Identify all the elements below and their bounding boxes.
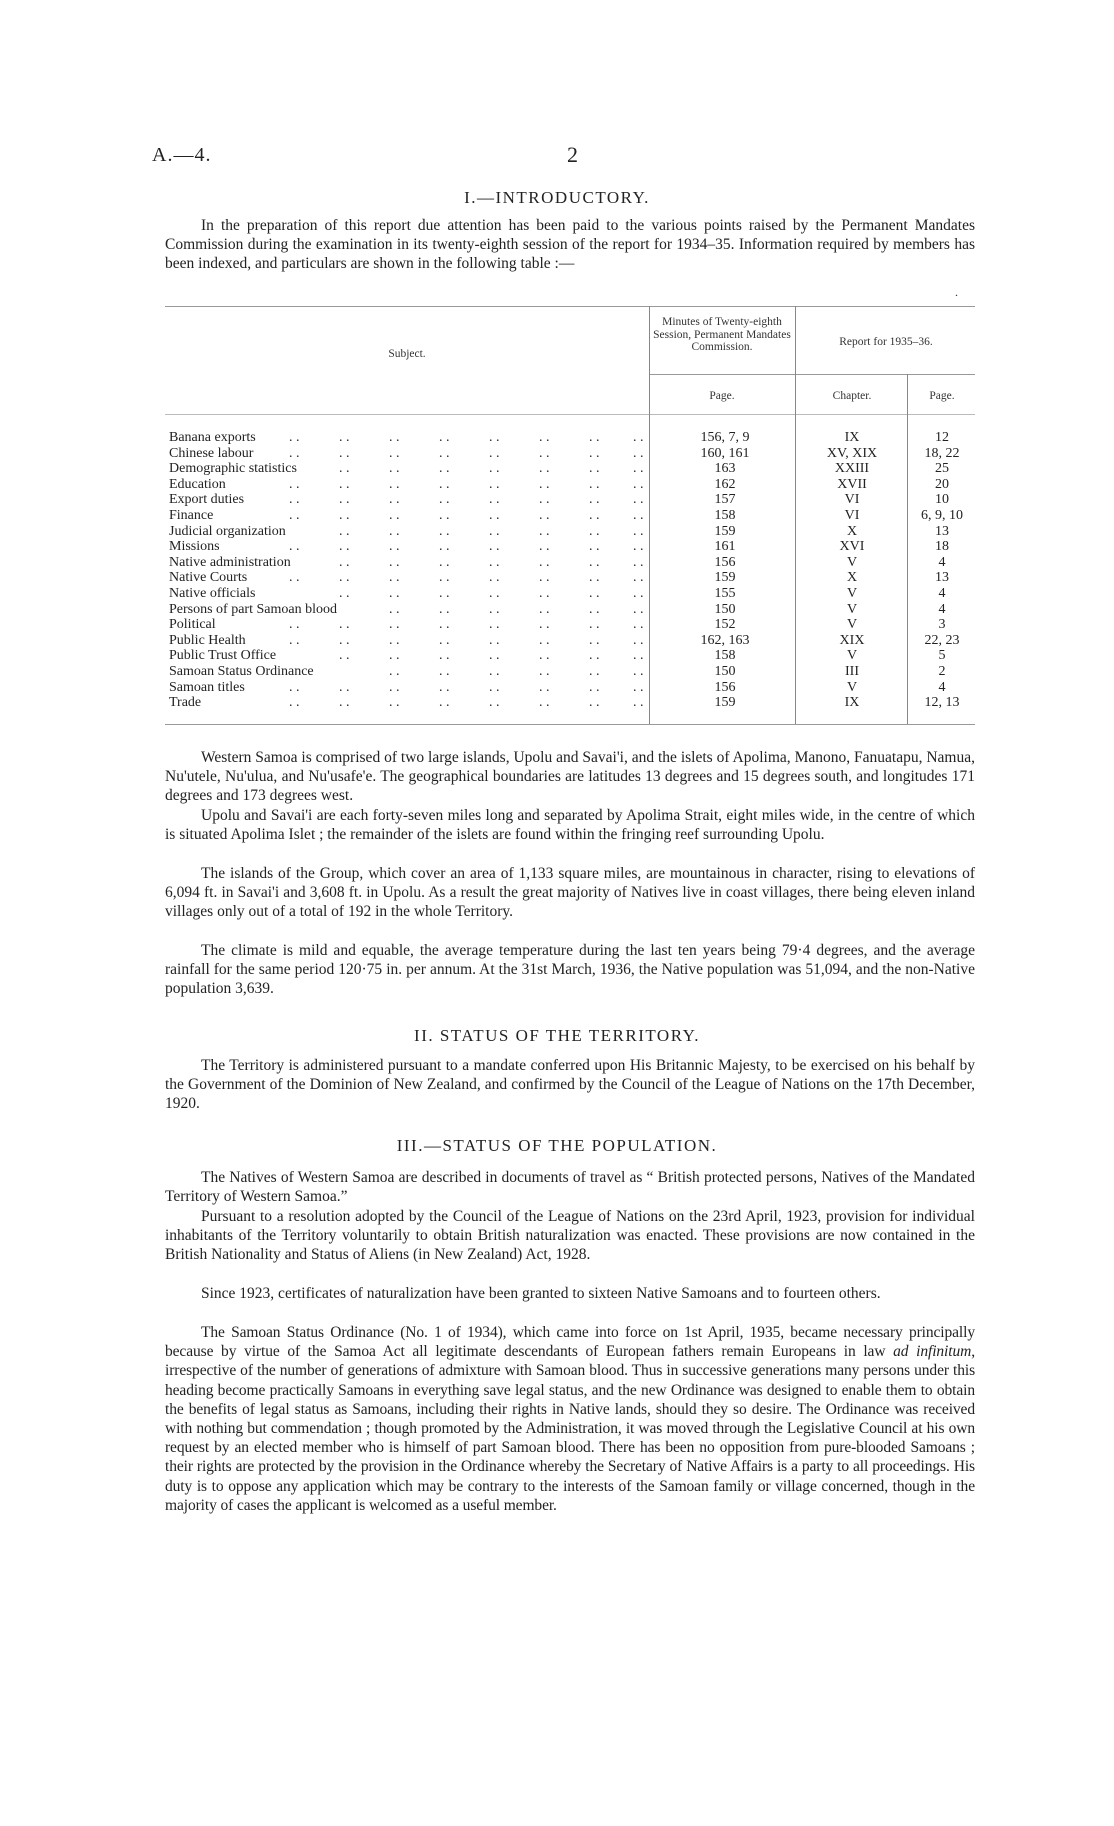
leader-dots: . .: [589, 445, 600, 461]
table-row: [165, 446, 975, 462]
leader-dots: . .: [289, 430, 300, 445]
leader-dots: . .: [589, 492, 600, 508]
leader-dots: . .: [389, 648, 400, 664]
leader-dots: . .: [339, 648, 350, 664]
leader-dots: . .: [539, 430, 550, 445]
row-subject: Public Trust Office: [169, 648, 277, 664]
header-report: Report for 1935–36.: [839, 336, 933, 348]
leader-dots: . .: [589, 617, 600, 633]
leader-dots: . .: [389, 554, 400, 570]
table-row: [165, 586, 975, 602]
row-chapter: XXIII: [834, 461, 870, 477]
italic-latin-phrase: ad infinitum: [893, 1343, 972, 1361]
ordinance-paragraph: The Samoan Status Ordinance (No. 1 of 1934), which came into force on 1st April, 1935, became necessary principally because by virtue of the Samoa Act all legitimate descendants of European fathers remain Europeans in law ad infinitum, irrespective of the number of generations of admixture with Samoan blood. Thus in successive generations many persons under this heading become practically Samoans in everything save legal status, and the new Ordinance was designed to enable them to obtain the benefits of legal status as Samoans, including their rights in Native lands, should they so desire. The Ordinance was received with nothing but commendation ; though promoted by the Administration, it was moved through the Legislative Council at his own request by an elected member who is himself of part Samoan blood. There has been no opposition from pure-blooded Samoans ; their rights are protected by the provision in the Ordinance whereby the Secretary of Native Affairs is a party to all proceedings. His duty is to oppose any application which may be contrary to the interests of the Samoan family or village concerned, though in the majority of cases the applicant is welcomed as a useful member.: [165, 1324, 975, 1514]
leader-dots: . .: [389, 695, 400, 711]
leader-dots: . .: [589, 430, 600, 445]
table-header-rule: [165, 414, 975, 415]
row-subject: Missions: [169, 539, 220, 555]
leader-dots: . .: [633, 508, 644, 523]
leader-dots: . .: [289, 632, 300, 648]
leader-dots: . .: [389, 539, 400, 555]
leader-dots: . .: [589, 601, 600, 617]
table-row: [165, 664, 975, 680]
leader-dots: . .: [633, 695, 644, 711]
leader-dots: . .: [539, 632, 550, 648]
leader-dots: . .: [633, 570, 644, 586]
row-minutes-page: 152: [714, 617, 736, 633]
row-report-page: 4: [938, 601, 946, 617]
intro-paragraph: [165, 216, 975, 274]
section-title-territory: II. STATUS OF THE TERRITORY.: [414, 1026, 700, 1045]
leader-dots: . .: [633, 617, 644, 633]
leader-dots: . .: [439, 445, 450, 461]
row-subject: Trade: [169, 695, 202, 711]
leader-dots: . .: [539, 445, 550, 461]
row-chapter: V: [846, 679, 858, 695]
row-minutes-page: 162, 163: [700, 632, 750, 648]
table-row: [165, 508, 975, 524]
leader-dots: . .: [489, 508, 500, 523]
leader-dots: . .: [339, 679, 350, 695]
row-subject: Public Health: [169, 632, 246, 648]
row-subject: Education: [169, 476, 226, 492]
leader-dots: . .: [539, 648, 550, 664]
geography-paragraph-3: The islands of the Group, which cover an area of 1,133 square miles, are mountainous in character, rising to elevations of 6,094 ft. in Savai'i and 3,608 ft. in Upolu. As a result the great majority of Natives live in coast villages, there being eleven inland villages only out of a total of 192 in the whole Territory.: [165, 865, 975, 921]
row-report-page: 2: [938, 664, 946, 679]
row-subject: Native administration: [169, 554, 291, 570]
leader-dots: . .: [489, 445, 500, 461]
leader-dots: . .: [389, 632, 400, 648]
header-chapter: Chapter.: [832, 390, 872, 402]
leader-dots: . .: [633, 492, 644, 508]
row-subject: Export duties: [169, 492, 245, 508]
row-subject: Persons of part Samoan blood: [169, 601, 337, 617]
table-row: [165, 461, 975, 477]
leader-dots: . .: [489, 617, 500, 633]
leader-dots: . .: [539, 664, 550, 679]
row-minutes-page: 156, 7, 9: [700, 430, 750, 445]
leader-dots: . .: [489, 570, 500, 586]
row-chapter: III: [845, 664, 859, 679]
leader-dots: . .: [339, 695, 350, 711]
leader-dots: . .: [339, 508, 350, 523]
table-row: [165, 430, 975, 446]
header-minutes: Minutes of Twenty-eighth Session, Permanent Mandates Commission.: [653, 316, 791, 353]
leader-dots: . .: [439, 601, 450, 617]
header-report-page: Page.: [929, 390, 955, 402]
leader-dots: . .: [489, 539, 500, 555]
leader-dots: . .: [439, 664, 450, 679]
intro-text: In the preparation of this report due attention has been paid to the various points raised by the Permanent Mandates Commission during the examination in its twenty-eighth session of the report for 1934–35. Information required by members has been indexed, and particulars are shown in the following table :—: [165, 217, 975, 273]
table-row: [165, 492, 975, 508]
leader-dots: . .: [389, 664, 400, 679]
row-subject: Demographic statistics: [169, 461, 297, 477]
leader-dots: . .: [589, 648, 600, 664]
table-row: [165, 648, 975, 664]
climate-paragraph: The climate is mild and equable, the average temperature during the last ten years being 79·4 degrees, and the average rainfall for the same period 120·75 in. per annum. At the 31st March, 1936, the Native population was 51,094, and the non-Native population 3,639.: [165, 942, 975, 998]
row-report-page: 13: [935, 523, 949, 539]
row-minutes-page: 163: [714, 461, 736, 477]
population-paragraph-3: Since 1923, certificates of naturalization have been granted to sixteen Native Samoans and to fourteen others.: [201, 1285, 881, 1302]
leader-dots: . .: [589, 523, 600, 539]
population-paragraph-1: The Natives of Western Samoa are described in documents of travel as “ British protected persons, Natives of the Mandated Territory of Western Samoa.”: [165, 1169, 975, 1206]
leader-dots: . .: [539, 601, 550, 617]
leader-dots: . .: [289, 445, 300, 461]
row-chapter: V: [846, 586, 858, 601]
row-minutes-page: 150: [714, 664, 736, 679]
leader-dots: . .: [633, 632, 644, 648]
leader-dots: . .: [289, 570, 300, 586]
leader-dots: . .: [339, 523, 350, 539]
leader-dots: . .: [339, 476, 350, 492]
leader-dots: . .: [439, 679, 450, 695]
row-minutes-page: 158: [714, 508, 736, 523]
leader-dots: . .: [339, 539, 350, 555]
leader-dots: . .: [289, 679, 300, 695]
row-report-page: 4: [938, 554, 946, 570]
leader-dots: . .: [489, 586, 500, 601]
leader-dots: . .: [633, 445, 644, 461]
row-chapter: VI: [844, 492, 860, 508]
leader-dots: . .: [439, 476, 450, 492]
leader-dots: . .: [439, 695, 450, 711]
leader-dots: . .: [589, 570, 600, 586]
table-row: [165, 555, 975, 571]
leader-dots: . .: [539, 695, 550, 711]
row-subject: Native Courts: [169, 570, 248, 586]
table-row: [165, 524, 975, 540]
territory-paragraph: The Territory is administered pursuant to a mandate conferred upon His Britannic Majesty, to be exercised on his behalf by the Government of the Dominion of New Zealand, and confirmed by the Council of the League of Nations on the 17th December, 1920.: [165, 1057, 975, 1113]
leader-dots: . .: [539, 508, 550, 523]
leader-dots: . .: [389, 617, 400, 633]
leader-dots: . .: [633, 523, 644, 539]
leader-dots: . .: [289, 492, 300, 508]
leader-dots: . .: [489, 601, 500, 617]
leader-dots: . .: [439, 539, 450, 555]
leader-dots: . .: [539, 554, 550, 570]
row-minutes-page: 158: [714, 648, 736, 664]
row-report-page: 25: [935, 461, 949, 477]
row-chapter: XV, XIX: [826, 445, 878, 461]
table-row: [165, 680, 975, 696]
leader-dots: . .: [389, 570, 400, 586]
table-row: [165, 539, 975, 555]
leader-dots: . .: [489, 648, 500, 664]
leader-dots: . .: [389, 508, 400, 523]
leader-dots: . .: [389, 523, 400, 539]
leader-dots: . .: [589, 461, 600, 477]
leader-dots: . .: [539, 539, 550, 555]
leader-dots: . .: [489, 695, 500, 711]
leader-dots: . .: [539, 570, 550, 586]
row-report-page: 22, 23: [924, 632, 960, 648]
table-row: [165, 477, 975, 493]
row-subject: Native officials: [169, 586, 256, 601]
row-chapter: X: [846, 523, 858, 539]
row-subject: Samoan Status Ordinance: [169, 664, 314, 679]
row-chapter: VI: [844, 508, 860, 523]
geography-paragraph-1: Western Samoa is comprised of two large islands, Upolu and Savai'i, and the islets of Apolima, Manono, Fanuatapu, Namua, Nu'utele, Nu'ulua, and Nu'usafe'e. The geographical boundaries are latitudes 13 degrees and 15 degrees south, and longitudes 171 degrees and 173 degrees west.: [165, 749, 975, 805]
row-minutes-page: 156: [714, 679, 736, 695]
table-row: [165, 570, 975, 586]
row-chapter: V: [846, 617, 858, 633]
leader-dots: . .: [439, 430, 450, 445]
row-chapter: IX: [844, 695, 860, 711]
row-subject: Banana exports: [169, 430, 256, 445]
leader-dots: . .: [289, 476, 300, 492]
leader-dots: . .: [633, 679, 644, 695]
leader-dots: . .: [539, 492, 550, 508]
leader-dots: . .: [339, 430, 350, 445]
row-chapter: V: [846, 554, 858, 570]
table-row: [165, 633, 975, 649]
row-report-page: 4: [938, 679, 946, 695]
leader-dots: . .: [289, 695, 300, 711]
leader-dots: . .: [589, 554, 600, 570]
leader-dots: . .: [489, 523, 500, 539]
leader-dots: . .: [589, 539, 600, 555]
row-report-page: 18: [935, 539, 949, 555]
leader-dots: . .: [633, 648, 644, 664]
leader-dots: . .: [539, 523, 550, 539]
header-subject: Subject.: [388, 348, 426, 360]
leader-dots: . .: [633, 664, 644, 679]
leader-dots: . .: [439, 648, 450, 664]
row-report-page: 10: [935, 492, 949, 508]
leader-dots: . .: [339, 492, 350, 508]
leader-dots: . .: [539, 617, 550, 633]
leader-dots: . .: [589, 508, 600, 523]
row-report-page: 3: [938, 617, 946, 633]
header-minutes-page: Page.: [709, 390, 735, 402]
leader-dots: . .: [489, 554, 500, 570]
leader-dots: . .: [489, 461, 500, 477]
row-chapter: XVII: [837, 476, 867, 492]
table-header-mid-rule: [649, 374, 975, 375]
leader-dots: . .: [589, 476, 600, 492]
section-title-introductory: I.—INTRODUCTORY.: [464, 188, 650, 207]
row-minutes-page: 156: [714, 554, 736, 570]
row-minutes-page: 161: [714, 539, 736, 555]
row-report-page: 20: [935, 476, 949, 492]
leader-dots: . .: [339, 570, 350, 586]
leader-dots: . .: [539, 586, 550, 601]
leader-dots: . .: [633, 586, 644, 601]
leader-dots: . .: [389, 476, 400, 492]
leader-dots: . .: [389, 601, 400, 617]
leader-dots: . .: [489, 476, 500, 492]
leader-dots: . .: [339, 632, 350, 648]
row-report-page: 6, 9, 10: [921, 508, 963, 523]
leader-dots: . .: [289, 617, 300, 633]
row-minutes-page: 159: [714, 523, 736, 539]
table-bottom-rule: [165, 724, 975, 725]
leader-dots: . .: [289, 508, 300, 523]
row-subject: Judicial organization: [169, 523, 286, 539]
row-report-page: 12: [935, 430, 949, 445]
leader-dots: . .: [439, 461, 450, 477]
leader-dots: . .: [339, 617, 350, 633]
row-report-page: 5: [938, 648, 946, 664]
row-subject: Chinese labour: [169, 445, 254, 461]
row-minutes-page: 157: [714, 492, 736, 508]
leader-dots: . .: [439, 617, 450, 633]
row-minutes-page: 150: [714, 601, 736, 617]
leader-dots: . .: [489, 679, 500, 695]
table-row: [165, 695, 975, 711]
leader-dots: . .: [339, 445, 350, 461]
leader-dots: . .: [339, 554, 350, 570]
row-minutes-page: 160, 161: [700, 445, 750, 461]
leader-dots: . .: [439, 570, 450, 586]
leader-dots: . .: [539, 476, 550, 492]
leader-dots: . .: [589, 664, 600, 679]
leader-dots: . .: [439, 508, 450, 523]
leader-dots: . .: [633, 601, 644, 617]
row-chapter: IX: [844, 430, 860, 445]
population-paragraph-2: Pursuant to a resolution adopted by the Council of the League of Nations on the 23rd April, 1923, provision for individual inhabitants of the Territory voluntarily to obtain British naturalization was enacted. These provisions are now contained in the British Nationality and Status of Aliens (in New Zealand) Act, 1928.: [165, 1208, 975, 1264]
leader-dots: . .: [489, 430, 500, 445]
row-subject: Finance: [169, 508, 214, 523]
row-chapter: XVI: [839, 539, 865, 555]
table-row: [165, 617, 975, 633]
row-chapter: XIX: [839, 632, 865, 648]
leader-dots: . .: [289, 539, 300, 555]
leader-dots: . .: [489, 492, 500, 508]
leader-dots: . .: [539, 679, 550, 695]
leader-dots: . .: [389, 430, 400, 445]
leader-dots: . .: [339, 586, 350, 601]
row-minutes-page: 162: [714, 476, 736, 492]
leader-dots: . .: [539, 461, 550, 477]
leader-dots: . .: [439, 586, 450, 601]
row-minutes-page: 159: [714, 570, 736, 586]
row-report-page: 13: [935, 570, 949, 586]
leader-dots: . .: [439, 492, 450, 508]
leader-dots: . .: [633, 461, 644, 477]
leader-dots: . .: [589, 679, 600, 695]
leader-dots: . .: [633, 476, 644, 492]
leader-dots: . .: [339, 461, 350, 477]
leader-dots: . .: [439, 554, 450, 570]
row-report-page: 12, 13: [924, 695, 960, 711]
leader-dots: . .: [389, 445, 400, 461]
leader-dots: . .: [589, 695, 600, 711]
row-minutes-page: 155: [714, 586, 736, 601]
row-chapter: V: [846, 601, 858, 617]
leader-dots: . .: [389, 679, 400, 695]
row-minutes-page: 159: [714, 695, 736, 711]
table-top-rule: [165, 306, 975, 307]
row-report-page: 4: [938, 586, 946, 601]
page-number: 2: [567, 142, 578, 167]
row-subject: Samoan titles: [169, 679, 245, 695]
leader-dots: . .: [439, 523, 450, 539]
row-chapter: V: [846, 648, 858, 664]
table-row: [165, 602, 975, 618]
leader-dots: . .: [439, 632, 450, 648]
leader-dots: . .: [589, 632, 600, 648]
leader-dots: . .: [633, 430, 644, 445]
row-subject: Political: [169, 617, 216, 633]
leader-dots: . .: [389, 461, 400, 477]
leader-dots: . .: [589, 586, 600, 601]
document-reference: A.—4.: [152, 144, 212, 166]
section-title-population: III.—STATUS OF THE POPULATION.: [396, 1136, 718, 1155]
row-report-page: 18, 22: [924, 445, 960, 461]
leader-dots: . .: [633, 554, 644, 570]
row-chapter: X: [846, 570, 858, 586]
leader-dots: . .: [633, 539, 644, 555]
leader-dots: . .: [489, 664, 500, 679]
leader-dots: . .: [489, 632, 500, 648]
geography-paragraph-2: Upolu and Savai'i are each forty-seven miles long and separated by Apolima Strait, eight miles wide, in the centre of which is situated Apolima Islet ; the remainder of the islets are found within the fringing reef surrounding Upolu.: [165, 807, 975, 844]
leader-dots: . .: [389, 586, 400, 601]
leader-dots: . .: [389, 492, 400, 508]
stray-mark: .: [955, 285, 958, 299]
